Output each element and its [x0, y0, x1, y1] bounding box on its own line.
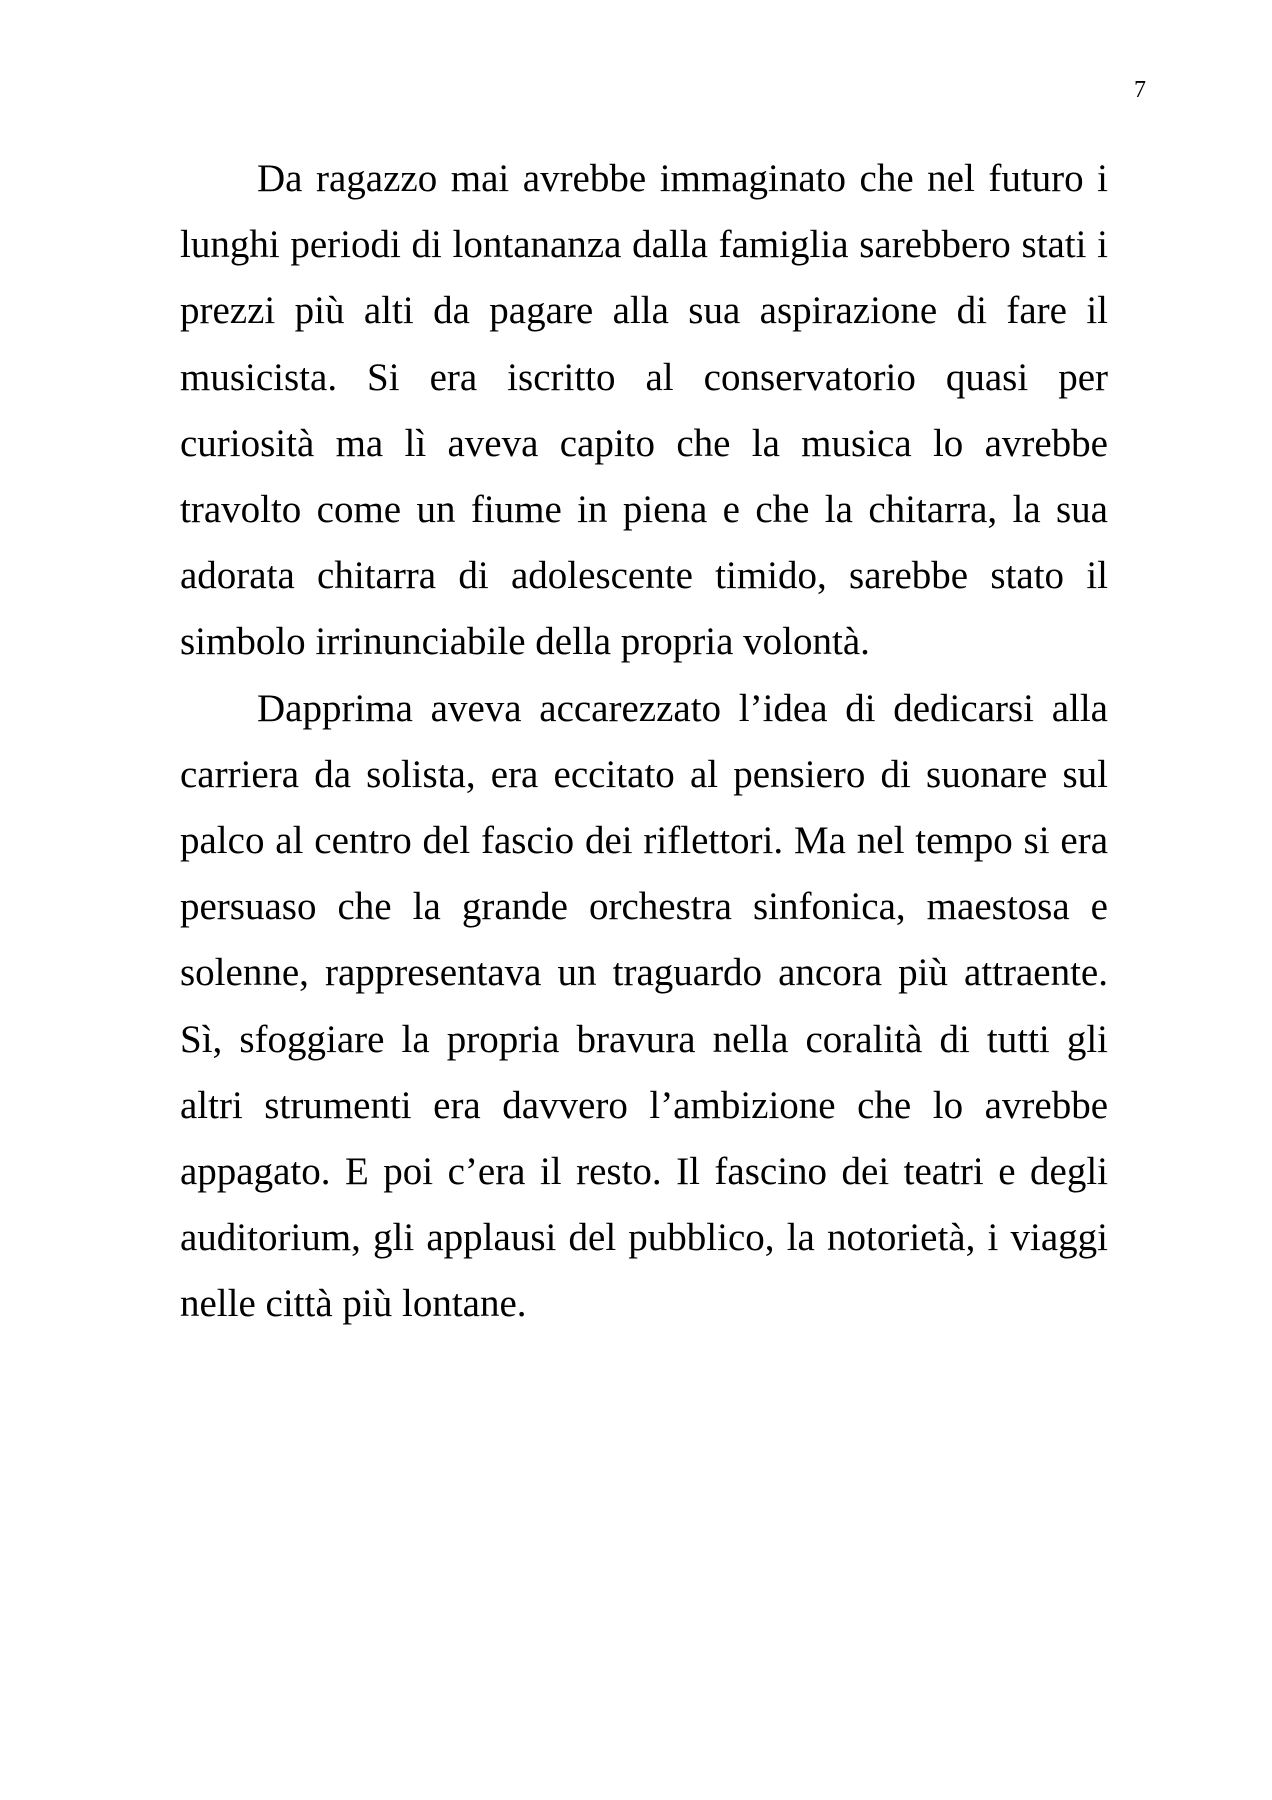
paragraph-1: Da ragazzo mai avrebbe immaginato che nel futuro i lunghi periodi di lontananza dalla famiglia sarebbero stati i prezzi più alti da pagare alla sua aspirazione di fare il musicista. Si era iscritto al conservatorio quasi per curiosità ma lì aveva capito che la musica lo avrebbe travolto come un fiume in piena e che la chitarra, la sua adorata chitarra di adolescente timido, sarebbe stato il simbolo irrinunciabile della propria volontà. [180, 157, 1108, 664]
page-body [180, 146, 1108, 1338]
page-number: 7 [1134, 77, 1146, 103]
paragraph-2: Dapprima aveva accarezzato l’idea di dedicarsi alla carriera da solista, era eccitato al pensiero di suonare sul palco al centro del fascio dei riflettori. Ma nel tempo si era persuaso che la grande orchestra sinfonica, maestosa e solenne, rappresentava un traguardo ancora più attraente. Sì, sfoggiare la propria bravura nella coralità di tutti gli altri strumenti era davvero l’ambizione che lo avrebbe appagato. E poi c’era il resto. Il fascino dei teatri e degli auditorium, gli applausi del pubblico, la notorietà, i viaggi nelle città più lontane. [180, 686, 1108, 1326]
